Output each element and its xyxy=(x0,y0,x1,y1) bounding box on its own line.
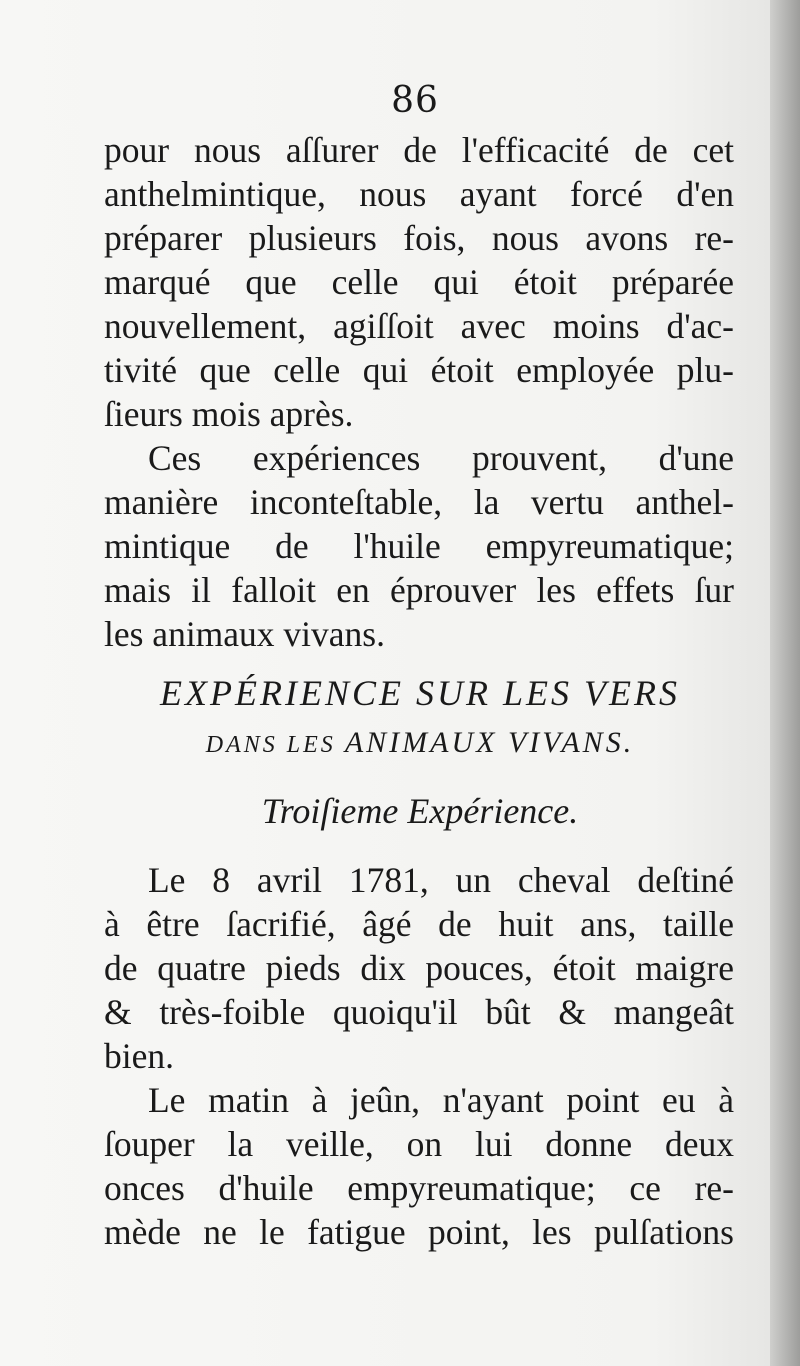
section-subheading xyxy=(100,726,740,760)
subheading-part-a: DANS LES xyxy=(205,732,336,758)
text-line: tivité que celle qui étoit employée plu- xyxy=(104,350,734,390)
text-line: anthelmintique, nous ayant forcé d'en xyxy=(104,174,734,214)
text-line: pour nous aſſurer de l'efficacité de cet xyxy=(104,130,734,170)
text-line: préparer plusieurs fois, nous avons re- xyxy=(104,218,734,258)
text-line: Le 8 avril 1781, un cheval deſtiné xyxy=(148,860,734,900)
text-line: à être ſacrifié, âgé de huit ans, taille xyxy=(104,904,734,944)
text-line: manière inconteſtable, la vertu anthel- xyxy=(104,482,734,522)
subheading-part-b: ANIMAUX VIVANS. xyxy=(344,726,635,759)
page-number: 86 xyxy=(391,80,439,121)
experiment-title: Troiſieme Expérience. xyxy=(261,791,579,831)
text-line: Ces expériences prouvent, d'une xyxy=(148,438,734,478)
text-line: mintique de l'huile empyreumatique; xyxy=(104,526,734,566)
text-line: de quatre pieds dix pouces, étoit maigre xyxy=(104,948,734,988)
text-line: ſouper la veille, on lui donne deux xyxy=(104,1124,734,1164)
text-line: onces d'huile empyreumatique; ce re- xyxy=(104,1168,734,1208)
text-line: bien. xyxy=(104,1036,174,1076)
text-line: mède ne le fatigue point, les pulſations xyxy=(104,1212,734,1252)
body-text-bottom xyxy=(104,858,734,1254)
text-line: ſieurs mois après. xyxy=(104,394,354,434)
page-edge-shadow xyxy=(770,0,800,1366)
text-line: Le matin à jeûn, n'ayant point eu à xyxy=(148,1080,734,1120)
text-line: marqué que celle qui étoit préparée xyxy=(104,262,734,302)
section-heading: EXPÉRIENCE SUR LES VERS xyxy=(160,673,680,713)
body-text-top xyxy=(104,128,734,656)
text-line: les animaux vivans. xyxy=(104,614,385,654)
text-line: nouvellement, agiſſoit avec moins d'ac- xyxy=(104,306,734,346)
text-line: & très-foible quoiqu'il bût & mangeât xyxy=(104,992,734,1032)
text-line: mais il falloit en éprouver les effets ſur xyxy=(104,570,734,610)
